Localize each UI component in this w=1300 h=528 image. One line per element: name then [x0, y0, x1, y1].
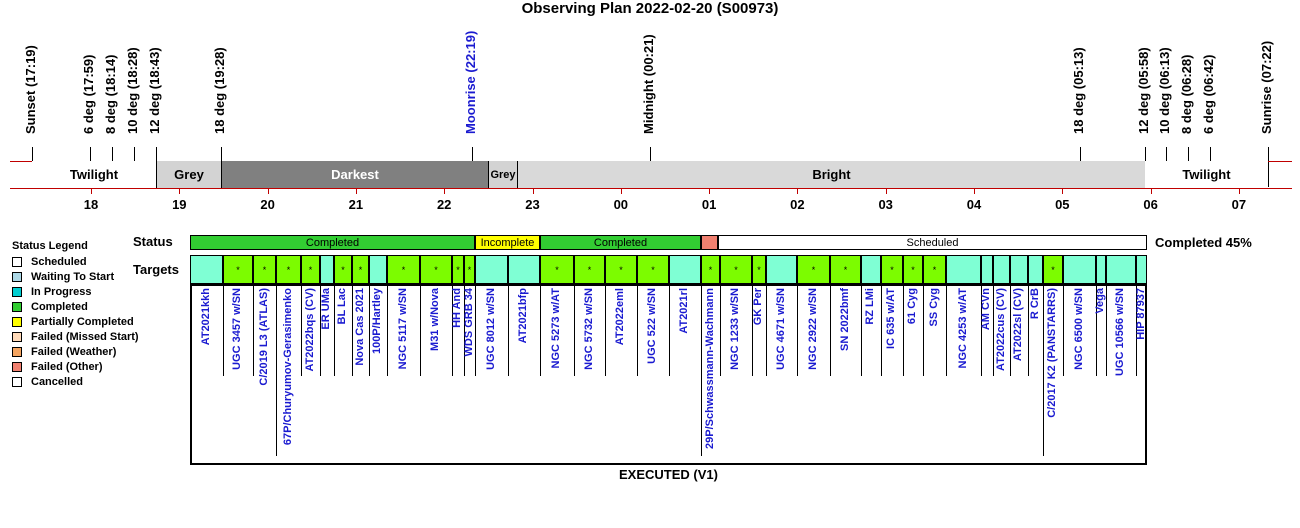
- legend-swatch: [12, 272, 22, 282]
- legend-item-label: Waiting To Start: [31, 271, 115, 283]
- target-cell[interactable]: *: [881, 255, 903, 284]
- target-name[interactable]: R CrB: [1028, 288, 1041, 320]
- event-label: Moonrise (22:19): [463, 30, 478, 134]
- target-cell[interactable]: [508, 255, 540, 284]
- hour-tick: [797, 188, 798, 194]
- status-segment: Scheduled: [718, 235, 1147, 250]
- target-column-divider: [861, 286, 862, 376]
- target-name[interactable]: 100P/Hartley: [371, 288, 383, 355]
- target-cell[interactable]: [190, 255, 223, 284]
- hour-tick: [179, 188, 180, 194]
- event-label: 18 deg (19:28): [212, 47, 227, 134]
- target-column-divider: [766, 286, 767, 376]
- target-column-divider: [420, 286, 421, 376]
- target-cell[interactable]: [1010, 255, 1028, 284]
- status-segment: Incomplete: [475, 235, 540, 250]
- target-name[interactable]: SN 2022bmf: [838, 288, 851, 351]
- status-segment: Completed: [190, 235, 475, 250]
- hour-tick: [268, 188, 269, 194]
- target-column-divider: [669, 286, 670, 376]
- target-cell[interactable]: [1136, 255, 1147, 284]
- target-cell[interactable]: *: [637, 255, 669, 284]
- target-column-divider: [253, 286, 254, 376]
- target-cell[interactable]: *: [720, 255, 752, 284]
- event-label: Sunrise (07:22): [1259, 40, 1274, 134]
- target-name[interactable]: UGC 4671 w/SN: [774, 288, 787, 370]
- target-column-divider: [540, 286, 541, 376]
- target-column-divider: [352, 286, 353, 376]
- target-name[interactable]: AT2022sl (CV): [1012, 288, 1024, 362]
- hour-label: 02: [790, 197, 805, 212]
- legend-item: [12, 256, 87, 268]
- target-name[interactable]: NGC 5732 w/SN: [582, 288, 595, 370]
- hour-label: 04: [966, 197, 982, 212]
- legend-item-label: Completed: [31, 301, 88, 313]
- target-cell[interactable]: *: [452, 255, 464, 284]
- target-column-divider: [701, 286, 702, 456]
- hour-tick: [444, 188, 445, 194]
- target-name[interactable]: C/2019 L3 (ATLAS): [257, 288, 270, 386]
- hour-tick: [974, 188, 975, 194]
- hour-tick: [1239, 188, 1240, 194]
- hour-label: 06: [1143, 197, 1158, 212]
- hour-tick: [533, 188, 534, 194]
- target-cell[interactable]: *: [605, 255, 637, 284]
- plan-title: Observing Plan 2022-02-20 (S00973): [521, 0, 779, 17]
- target-cell[interactable]: *: [574, 255, 605, 284]
- target-name[interactable]: NGC 5273 w/AT: [550, 288, 562, 369]
- target-cell[interactable]: [766, 255, 797, 284]
- target-cell[interactable]: [981, 255, 993, 284]
- legend-item: [12, 361, 103, 373]
- legend-swatch: [12, 362, 22, 372]
- target-name[interactable]: AT2021bfp: [517, 288, 529, 344]
- target-column-divider: [574, 286, 575, 376]
- target-name[interactable]: ER UMa: [320, 288, 332, 330]
- hour-label: 05: [1055, 197, 1070, 212]
- hour-label: 23: [525, 197, 540, 212]
- legend-swatch: [12, 377, 22, 387]
- target-cell[interactable]: *: [797, 255, 830, 284]
- target-cell[interactable]: *: [352, 255, 369, 284]
- target-cell[interactable]: *: [276, 255, 301, 284]
- target-cell[interactable]: [475, 255, 508, 284]
- target-cell[interactable]: [946, 255, 981, 284]
- target-name[interactable]: NGC 1233 w/SN: [729, 288, 741, 370]
- target-name[interactable]: NGC 6500 w/SN: [1072, 288, 1085, 370]
- target-name[interactable]: RZ LMi: [864, 288, 876, 325]
- footer-label: EXECUTED (V1): [619, 467, 718, 482]
- target-name[interactable]: AM CVn: [980, 288, 992, 331]
- legend-item-label: Failed (Other): [31, 361, 103, 373]
- target-cell[interactable]: [993, 255, 1010, 284]
- event-label: 18 deg (05:13): [1071, 47, 1086, 134]
- legend-item: [12, 271, 114, 283]
- target-name[interactable]: WDS GRB 34: [462, 288, 475, 357]
- target-column-divider: [369, 286, 370, 376]
- target-cell[interactable]: *: [701, 255, 720, 284]
- target-name[interactable]: AT2022cus (CV): [994, 288, 1007, 371]
- target-name[interactable]: NGC 5117 w/SN: [396, 288, 409, 370]
- target-name[interactable]: UGC 522 w/SN: [646, 288, 658, 364]
- band-bottom-line: [10, 188, 1292, 189]
- hour-label: 21: [348, 197, 364, 212]
- target-name[interactable]: NGC 2922 w/SN: [806, 288, 819, 370]
- band-segment: Darkest: [221, 161, 488, 188]
- target-name[interactable]: Vega: [1094, 288, 1106, 314]
- target-column-divider: [903, 286, 904, 376]
- hour-label: 03: [878, 197, 893, 212]
- target-column-divider: [387, 286, 388, 376]
- legend-item-label: Partially Completed: [31, 316, 134, 328]
- event-label: 12 deg (18:43): [147, 47, 162, 134]
- target-cell[interactable]: [1028, 255, 1043, 284]
- legend-item: [12, 376, 83, 388]
- event-label: 6 deg (17:59): [81, 54, 96, 134]
- target-cell[interactable]: *: [334, 255, 352, 284]
- target-name[interactable]: UGC 3457 w/SN: [231, 288, 243, 370]
- target-cell[interactable]: *: [903, 255, 923, 284]
- target-name[interactable]: NGC 4253 w/AT: [956, 288, 969, 369]
- target-cell[interactable]: *: [223, 255, 253, 284]
- status-segment: [701, 235, 718, 250]
- legend-item-label: Cancelled: [31, 376, 83, 388]
- event-label: 10 deg (06:13): [1157, 47, 1172, 134]
- target-column-divider: [637, 286, 638, 376]
- event-label: Sunset (17:19): [23, 45, 38, 134]
- target-column-divider: [605, 286, 606, 376]
- target-column-divider: [830, 286, 831, 376]
- hour-tick: [709, 188, 710, 194]
- target-cell[interactable]: *: [923, 255, 946, 284]
- target-name[interactable]: BL Lac: [336, 288, 348, 325]
- target-column-divider: [881, 286, 882, 376]
- hour-label: 19: [172, 197, 187, 212]
- band-segment: Twilight: [1145, 161, 1268, 188]
- target-name[interactable]: AT2021kkh: [199, 288, 212, 346]
- target-column-divider: [1063, 286, 1064, 376]
- target-cell[interactable]: *: [301, 255, 320, 284]
- event-label: Midnight (00:21): [641, 34, 656, 134]
- hour-tick: [91, 188, 92, 194]
- legend-item-label: In Progress: [31, 286, 92, 298]
- completion-percentage: Completed 45%: [1155, 235, 1252, 250]
- target-cell[interactable]: [320, 255, 334, 284]
- target-name[interactable]: 61 Cyg: [906, 288, 918, 325]
- target-name[interactable]: M31 w/Nova: [429, 288, 441, 351]
- event-label: 8 deg (06:28): [1179, 54, 1194, 134]
- hour-tick: [621, 188, 622, 194]
- target-name[interactable]: SS Cyg: [927, 288, 940, 327]
- legend-swatch: [12, 257, 22, 267]
- target-column-divider: [1043, 286, 1044, 456]
- target-name[interactable]: AT2022bqs (CV): [303, 288, 316, 372]
- target-column-divider: [720, 286, 721, 376]
- hour-label: 20: [260, 197, 275, 212]
- status-row-label: Status: [133, 234, 173, 249]
- hour-label: 22: [436, 197, 452, 212]
- target-name[interactable]: AT2021rl: [678, 288, 690, 334]
- event-label: 10 deg (18:28): [125, 47, 140, 134]
- target-column-divider: [223, 286, 224, 376]
- target-cell[interactable]: [669, 255, 701, 284]
- target-cell[interactable]: [1063, 255, 1096, 284]
- hour-label: 00: [613, 197, 629, 212]
- target-column-divider: [276, 286, 277, 456]
- target-cell[interactable]: *: [464, 255, 475, 284]
- hour-tick: [356, 188, 357, 194]
- target-name[interactable]: UGC 10566 w/SN: [1114, 288, 1126, 377]
- legend-item: [12, 286, 92, 298]
- target-name[interactable]: UGC 8012 w/SN: [484, 288, 497, 370]
- target-cell[interactable]: [369, 255, 387, 284]
- legend-swatch: [12, 302, 22, 312]
- target-cell[interactable]: [1096, 255, 1106, 284]
- target-column-divider: [797, 286, 798, 376]
- event-label: 8 deg (18:14): [103, 54, 118, 134]
- target-name[interactable]: GK Per: [752, 288, 764, 326]
- target-cell[interactable]: *: [1043, 255, 1063, 284]
- target-name[interactable]: AT2022eml: [614, 288, 626, 346]
- legend-item-label: Failed (Missed Start): [31, 331, 139, 343]
- target-cell[interactable]: *: [540, 255, 574, 284]
- target-cell[interactable]: *: [253, 255, 276, 284]
- target-name[interactable]: 29P/Schwassmann-Wachmann: [703, 288, 716, 449]
- legend-swatch: [12, 347, 22, 357]
- target-column-divider: [923, 286, 924, 376]
- band-segment: Grey: [156, 161, 221, 188]
- target-name[interactable]: HIP 87937: [1134, 288, 1147, 340]
- hour-label: 01: [701, 197, 717, 212]
- event-label: 12 deg (05:58): [1136, 47, 1151, 134]
- target-cell[interactable]: *: [830, 255, 861, 284]
- event-label: 6 deg (06:42): [1201, 54, 1216, 134]
- target-column-divider: [1010, 286, 1011, 376]
- legend-item: [12, 346, 116, 358]
- target-name[interactable]: 67P/Churyumov-Gerasimenko: [281, 288, 294, 446]
- hour-tick: [886, 188, 887, 194]
- legend-item-label: Failed (Weather): [31, 346, 117, 358]
- target-name[interactable]: C/2017 K2 (PANSTARRS): [1046, 288, 1058, 418]
- band-segment: Twilight: [32, 161, 156, 188]
- legend-item: [12, 331, 139, 343]
- target-cell[interactable]: [1106, 255, 1136, 284]
- target-column-divider: [334, 286, 335, 376]
- hour-label: 18: [83, 197, 99, 212]
- target-column-divider: [946, 286, 947, 376]
- legend-swatch: [12, 332, 22, 342]
- legend-item: [12, 301, 88, 313]
- band-segment: Grey: [488, 161, 517, 188]
- band-segment: Bright: [517, 161, 1145, 188]
- target-name[interactable]: Nova Cas 2021: [353, 288, 366, 366]
- legend-title: Status Legend: [12, 240, 88, 252]
- hour-tick: [1062, 188, 1063, 194]
- target-cell[interactable]: *: [752, 255, 766, 284]
- legend-swatch: [12, 317, 22, 327]
- target-column-divider: [301, 286, 302, 376]
- hour-tick: [1151, 188, 1152, 194]
- status-segment: Completed: [540, 235, 701, 250]
- target-name[interactable]: HH And: [451, 288, 463, 328]
- hour-label: 07: [1231, 197, 1247, 212]
- target-cell[interactable]: *: [420, 255, 452, 284]
- target-column-divider: [993, 286, 994, 376]
- event-tick: [1268, 147, 1269, 187]
- targets-row-label: Targets: [133, 262, 179, 277]
- legend-item-label: Scheduled: [31, 256, 87, 268]
- target-cell[interactable]: [861, 255, 881, 284]
- target-column-divider: [475, 286, 476, 376]
- legend-swatch: [12, 287, 22, 297]
- target-column-divider: [1106, 286, 1107, 376]
- legend-item: [12, 316, 134, 328]
- target-column-divider: [508, 286, 509, 376]
- target-name[interactable]: IC 635 w/AT: [885, 288, 897, 349]
- target-cell[interactable]: *: [387, 255, 420, 284]
